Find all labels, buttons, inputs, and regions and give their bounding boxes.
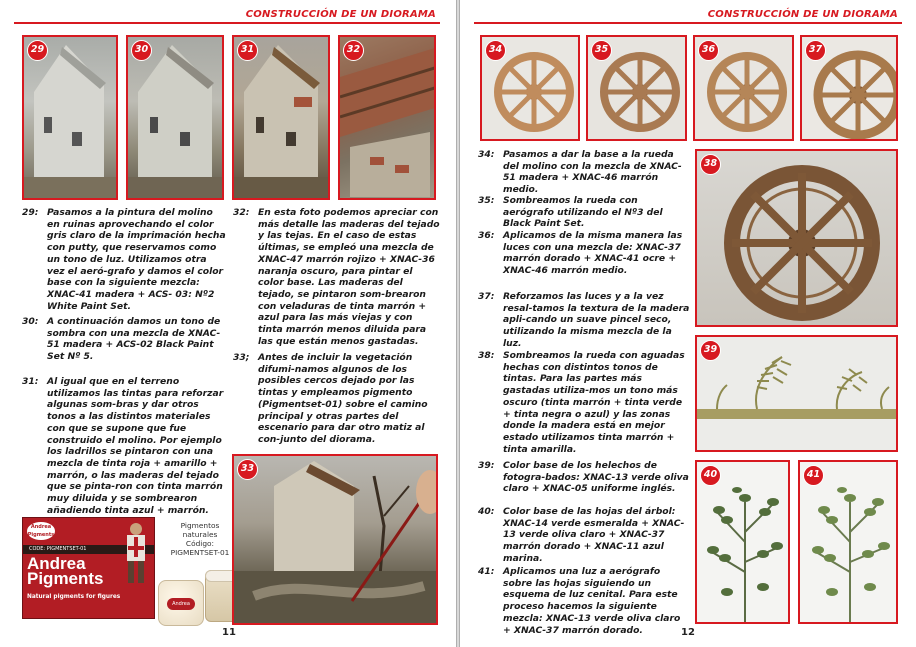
photo-33 [232, 454, 438, 625]
step-30 [22, 316, 227, 363]
product-name-line2: Pigments [27, 569, 104, 588]
step-40 [478, 506, 690, 565]
step-30-number: 30: [22, 316, 39, 327]
step-39 [478, 460, 690, 495]
step-33-number: 33; [233, 352, 250, 363]
step-29-number: 29: [22, 207, 39, 218]
product-name-line1: Andrea [27, 554, 86, 573]
photo-36-number: 36 [698, 40, 719, 61]
right-page-header: CONSTRUCCIÓN DE UN DIORAMA [707, 9, 898, 20]
right-header-rule [474, 22, 902, 24]
product-brand-small-line2: Pigments [27, 532, 55, 538]
step-32 [233, 207, 440, 347]
pigment-note-line2: naturales [182, 530, 218, 539]
photo-40 [695, 460, 790, 624]
photo-39-number: 39 [700, 340, 721, 361]
photo-33-image [234, 456, 438, 625]
product-brand-small [27, 522, 55, 540]
product-brand-small-line1: Andrea [30, 524, 52, 530]
product-name [27, 556, 104, 586]
photo-34-number: 34 [485, 40, 506, 61]
step-33-text: Antes de incluir la vegetación difumi-namos algunos de los posibles cercos dejado por las tintas y empleamos pigmento (Pigmentset-01) sobre el camino principal y otras partes del escenario para dar otro matiz al con-junto del diorama. [258, 352, 428, 445]
photo-38-number: 38 [700, 154, 721, 175]
step-37-text: Reforzamos las luces y a la vez resal-tamos la textura de la madera apli-cando un suave pincel seco, utilizando la misma mezcla de la luz. [503, 291, 690, 349]
photo-31 [232, 35, 330, 200]
step-34 [478, 149, 690, 196]
step-32-number: 32: [233, 207, 250, 218]
step-35-number: 35: [478, 195, 495, 206]
photo-40-number: 40 [700, 465, 721, 486]
pigment-product-note [160, 521, 240, 557]
step-34-number: 34: [478, 149, 495, 160]
photo-29 [22, 35, 118, 200]
right-page-number: 12 [681, 627, 695, 638]
step-37 [478, 291, 690, 350]
pigment-note-line3: Código: [185, 539, 215, 548]
photo-35-number: 35 [591, 40, 612, 61]
photo-38 [695, 149, 898, 327]
photo-31-number: 31 [237, 40, 258, 61]
step-41 [478, 566, 690, 636]
step-40-number: 40: [478, 506, 495, 517]
step-31-number: 31: [22, 376, 39, 387]
step-31-text: Al igual que en el terreno utilizamos las tintas para reforzar algunas som-bras y dar otros tonos a las distintos materiales con que se supone que fue construido el molino. Por ejemplo los ladrillos se pintaron con una mezcla de tinta roja + amarillo + marrón, o las maderas del tejado que se pinta-ron con tinta marrón muy diluida y se sombrearon añadiendo tinta azul + marrón. [47, 376, 224, 516]
step-31 [22, 376, 227, 516]
step-35 [478, 195, 690, 230]
step-33 [233, 352, 440, 446]
left-page-number: 11 [222, 627, 236, 638]
photo-32-number: 32 [343, 40, 364, 61]
photo-41-image [800, 462, 898, 624]
step-40-text: Color base de las hojas del árbol: XNAC-14 verde esmeralda + XNAC-13 verde oliva claro + XNAC-37 marrón dorado + XNAC-11 azul marina. [503, 506, 685, 564]
step-36-number: 36: [478, 230, 495, 241]
step-32-text: En esta foto podemos apreciar con más detalle las maderas del tejado y las tejas. En el caso de estas últimas, se empleó una mezcla de XNAC-47 marrón rojizo + XNAC-36 naranja oscuro, para pintar el color base. Las maderas del tejado, se pintaron som-brearon con veladuras de tinta marrón + azul para las más viejas y con tinta marrón menos diluida para las que están menos gastadas. [258, 207, 440, 347]
photo-31-image [234, 37, 330, 200]
step-41-text: Aplicamos una luz a aerógrafo sobre las hojas siguiendo un esquema de luz cenital. Para este proceso hacemos la siguiente mezcla: XNAC-13 verde oliva claro + XNAC-37 marrón dorado. [503, 566, 681, 636]
photo-30-number: 30 [131, 40, 152, 61]
pigment-note-line1: Pigmentos [180, 521, 220, 530]
product-code-bar: CODE: PIGMENTSET-01 [23, 545, 154, 554]
photo-33-number: 33 [237, 459, 258, 480]
step-38-number: 38: [478, 350, 495, 361]
photo-37 [800, 35, 898, 141]
photo-41 [798, 460, 898, 624]
step-38-text: Sombreamos la rueda con aguadas hechas con distintos tonos de tintas. Para las partes más gastadas utiliza-mos un tono más oscuro (tinta marrón + tinta verde + tinta negra o azul) y las zonas donde la madera está en mejor estado utilizamos tinta marrón + tinta amarilla. [503, 350, 685, 455]
photo-35 [586, 35, 687, 141]
photo-30-image [128, 37, 224, 200]
photo-30 [126, 35, 224, 200]
photo-38-image [697, 151, 898, 327]
step-34-text: Pasamos a dar la base a la rueda del molino con la mezcla de XNAC-51 madera + XNAC-46 marrón medio. [503, 149, 682, 196]
step-30-text: A continuación damos un tono de sombra con una mezcla de XNAC-51 madera + ACS-02 Black Paint Set Nº 5. [47, 316, 221, 363]
photo-32-image [340, 37, 436, 200]
knight-figure-image [118, 520, 154, 586]
photo-34 [480, 35, 580, 141]
pigment-jar-large [158, 580, 204, 626]
photo-29-image [24, 37, 118, 200]
photo-36 [693, 35, 794, 141]
step-35-text: Sombreamos la rueda con aerógrafo utilizando el Nº3 del Black Paint Set. [503, 195, 663, 230]
step-37-number: 37: [478, 291, 495, 302]
photo-39 [695, 335, 898, 452]
pigment-note-line4: PIGMENTSET-01 [170, 548, 230, 557]
left-page-header: CONSTRUCCIÓN DE UN DIORAMA [245, 9, 436, 20]
photo-32 [338, 35, 436, 200]
photo-41-number: 41 [803, 465, 824, 486]
photo-39-image [697, 337, 898, 452]
left-header-rule [14, 22, 440, 24]
photo-37-number: 37 [805, 40, 826, 61]
photo-40-image [697, 462, 790, 624]
step-38 [478, 350, 690, 455]
product-tagline: Natural pigments for figures [27, 594, 121, 600]
step-29 [22, 207, 227, 312]
left-page [0, 0, 456, 647]
step-39-text: Color base de los helechos de fotogra-bados: XNAC-13 verde oliva claro + XNAC-05 uniforme inglés. [503, 460, 689, 495]
product-box [22, 517, 155, 619]
step-41-number: 41: [478, 566, 495, 577]
pigment-jar-large-label: Andrea [167, 598, 195, 610]
photo-29-number: 29 [27, 40, 48, 61]
step-36 [478, 230, 690, 277]
step-36-text: Aplicamos de la misma manera las luces con una mezcla de: XNAC-37 marrón dorado + XNAC-41 ocre + XNAC-46 marrón medio. [503, 230, 683, 277]
step-29-text: Pasamos a la pintura del molino en ruinas aprovechando el color gris claro de la imprimación hecha con putty, que reservamos como un tono de luz. Utilizamos otra vez el aeró-grafo y damos el color base con la siguiente mezcla: XNAC-41 madera + ACS- 03: Nº2 White Paint Set. [47, 207, 226, 312]
right-page [460, 0, 916, 647]
step-39-number: 39: [478, 460, 495, 471]
